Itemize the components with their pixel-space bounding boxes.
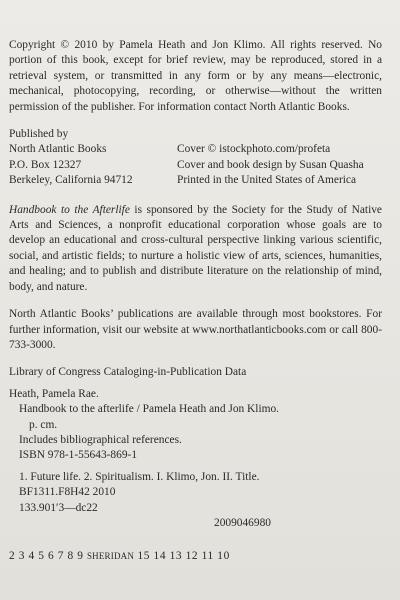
cip-title: Handbook to the afterlife / Pamela Heath and Jon Klimo. [19,403,280,416]
book-title: Handbook to the Afterlife [9,203,130,216]
sponsor-statement [9,203,382,295]
credit-line: Printed in the United States of America [177,174,357,187]
printing-numbers-left: 2 3 4 5 6 7 8 9 [9,550,84,563]
sponsor-text: is sponsored by the Society for the Study of Native Arts and Sciences, a nonprofit educational corporation whose goals are to develop an educational and cross-cultural perspective linking various scientific, social, and artistic fields; to nurture a holistic view of arts, sciences, humanities, and healing; and to publish and distribute literature on the relationship of mind, body, and nature. [9,203,382,293]
printing-numbers-right: 15 14 13 12 11 10 [137,550,230,563]
cip-subjects: 1. Future life. 2. Spiritualism. I. Klimo, Jon. II. Title. [19,470,260,483]
publisher-address [9,127,169,189]
publication-info [9,127,382,189]
publisher-line: North Atlantic Books [9,143,107,156]
publisher-line: P.O. Box 12327 [9,158,82,171]
cip-isbn: ISBN 978-1-55643-869-1 [19,449,138,462]
cip-lc-class: BF1311.F8H42 2010 [19,486,116,499]
cip-author: Heath, Pamela Rae. [9,387,99,400]
production-credits [177,127,382,189]
cip-heading: Library of Congress Cataloging-in-Publication Data [9,366,247,379]
credit-line: Cover and book design by Susan Quasha [177,158,364,171]
printing-line [9,549,382,564]
cip-bibliography: Includes bibliographical references. [19,433,182,446]
publisher-line: Published by [9,128,69,141]
availability-notice: North Atlantic Books’ publications are available through most bookstores. For further information, visit our website at www.northatlanticbooks.com or call 800-733-3000. [9,308,382,351]
cip-pages: p. cm. [29,418,58,431]
publisher-line: Berkeley, California 94712 [9,174,133,187]
printer-name: SHERIDAN [86,551,135,562]
credit-line [177,127,382,142]
copyright-notice: Copyright © 2010 by Pamela Heath and Jon Klimo. All rights reserved. No portion of this book, except for brief review, may be reproduced, stored in a retrieval system, or transmitted in any form or by any means—electronic, mechanical, photocopying, recording, or otherwise—without the written permission of the publisher. For information contact North Atlantic Books. [9,39,382,113]
cip-dewey: 133.901′3—dc22 [19,501,98,514]
cip-data [9,365,382,531]
cip-lccn: 2009046980 [214,516,271,529]
credit-line: Cover © istockphoto.com/profeta [177,143,331,156]
